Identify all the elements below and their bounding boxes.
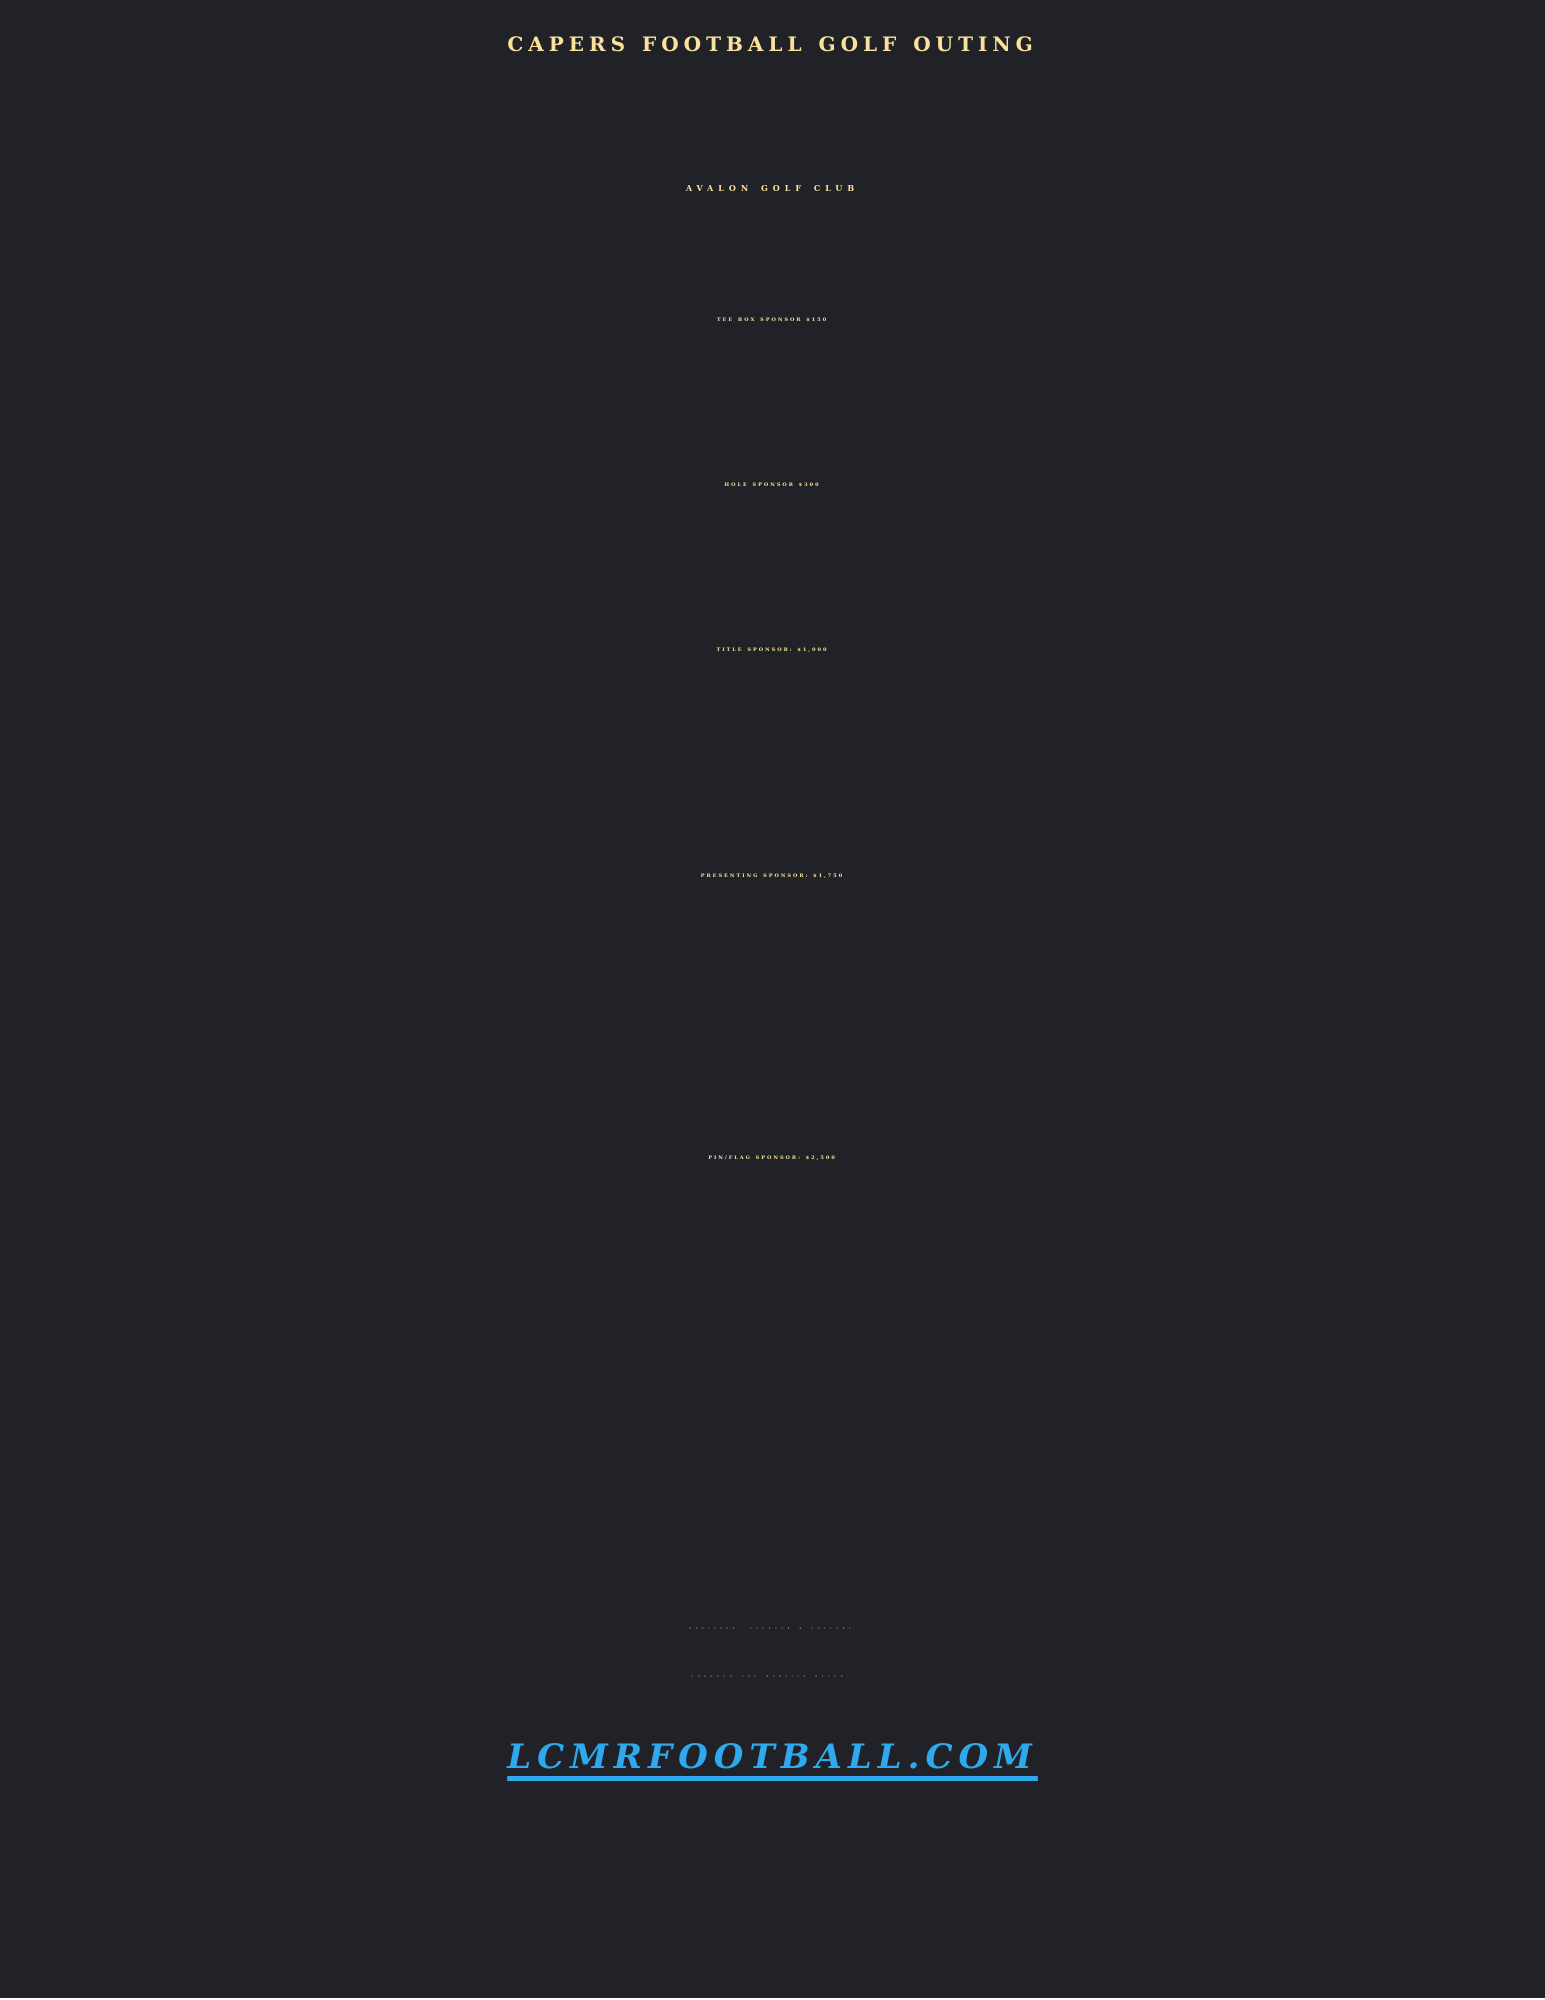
website-link[interactable]: LCMRFOOTBALL.COM — [507, 1737, 1038, 1777]
title-sponsor-heading: TITLE SPONSOR: $1,000 — [716, 647, 829, 653]
presenting-sponsor-heading: PRESENTING SPONSOR: $1,750 — [700, 873, 845, 879]
pin-flag-sponsor-heading: PIN/FLAG SPONSOR: $2,500 — [708, 1155, 837, 1161]
register-line: THROUGH THE WEBSITE BELOW! — [691, 1676, 854, 1678]
register-line: REGISTER, SPONSOR & SUPPORT — [689, 1628, 856, 1630]
tee-box-sponsor-heading: TEE BOX SPONSOR $150 — [716, 317, 829, 323]
event-title: CAPERS FOOTBALL GOLF OUTING — [507, 32, 1038, 56]
event-venue: AVALON GOLF CLUB — [685, 183, 860, 193]
hole-sponsor-heading: HOLE SPONSOR $300 — [724, 482, 821, 488]
